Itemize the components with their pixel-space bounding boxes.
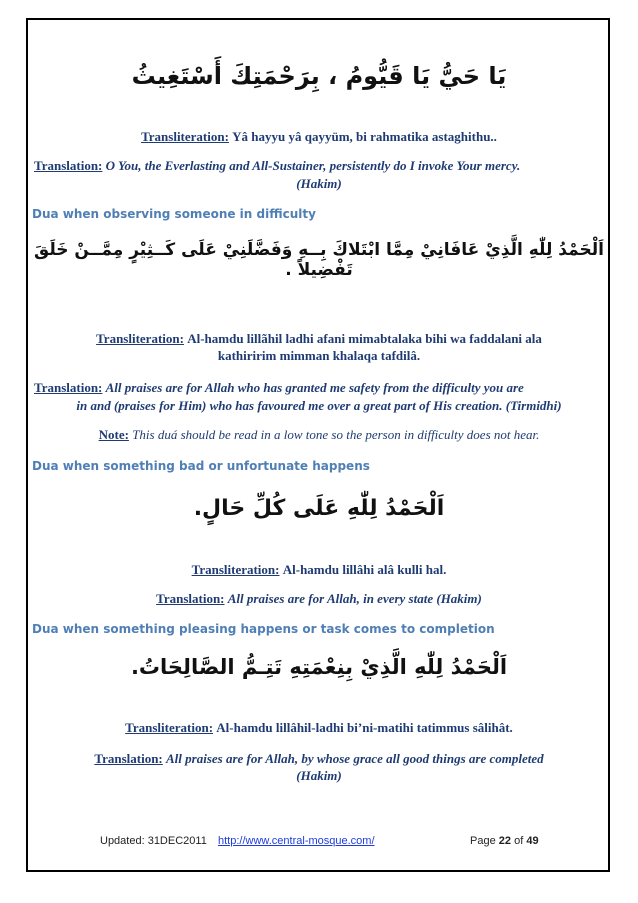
footer-page-of: of [514,835,524,847]
dua2-note: This duá should be read in a low tone so the person in difficulty does not hear. [132,427,540,442]
dua1-transliteration-line [30,128,608,145]
dua2-note-line [30,426,608,443]
dua2-translation-line2-text: in and (praises for Him) who has favoured me over a great part of His creation [76,398,500,413]
dua4-source: (Hakim) [296,768,342,783]
dua2-transliteration-line1 [30,330,608,347]
dua4-transliteration-line [30,719,608,736]
dua2-translation-source: . (Tirmidhi) [499,398,562,413]
dua2-translation-line1 [34,379,608,396]
footer-page-total: 49 [526,835,539,847]
dua4-heading: Dua when something pleasing happens or task comes to completion [32,622,495,636]
dua1-translation-label: Translation: [34,158,103,173]
dua3-arabic: اَلْحَمْدُ لِلّٰهِ عَلَى كُلِّ حَالٍ. [193,496,445,521]
dua1-translation: O You, the Everlasting and All-Sustainer, persistently do I invoke Your mercy. [105,158,521,173]
footer-page-number [470,835,539,847]
dua2-transliteration-line1-text: Al-hamdu lillãhil ladhi afani mimabtalaka bihi wa faddalani ala [187,331,542,346]
dua2-transliteration-line2-text: kathiririm mimman khalaqa tafdilâ. [217,348,421,363]
dua1-source-line [30,175,608,192]
dua2-note-label: Note: [98,427,129,442]
dua3-transliteration-label: Transliteration: [191,562,280,577]
footer-url-link[interactable]: http://www.central-mosque.com/ [218,835,375,847]
dua1-transliteration: Yâ hayyu yâ qayyüm, bi rahmatika astaghithu.. [232,129,497,144]
dua4-translation-label: Translation: [94,751,163,766]
dua3-transliteration: Al-hamdu lillâhi alâ kulli hal. [282,562,447,577]
footer-updated: Updated: 31DEC2011 [100,835,207,847]
dua4-transliteration-label: Transliteration: [125,720,214,735]
dua3-heading: Dua when something bad or unfortunate happens [32,459,370,473]
dua4-source-line [30,767,608,784]
dua2-arabic: اَلْحَمْدُ لِلّٰهِ الَّذِيْ عَافَانِيْ مِمَّا ابْتَلاكَ بِــهِ وَفَضَّلَنِيْ عَلَى كَــثِيْرٍ مِمَّــنْ خَلَقَ تَفْضِيلاً . [34,240,604,280]
dua2-heading: Dua when observing someone in difficulty [32,207,316,221]
dua2-translation-line2 [30,397,608,414]
footer-page-current: 22 [498,835,512,847]
dua2-transliteration-line2 [30,347,608,364]
dua2-transliteration-label: Transliteration: [96,331,184,346]
dua3-translation-line [30,590,608,607]
dua1-arabic: يَا حَيُّ يَا قَيُّومُ ، بِرَحْمَتِكَ أَسْتَغِيثُ [131,62,507,90]
dua3-translation: All praises are for Allah, in every state (Hakim) [227,591,482,606]
dua1-source: (Hakim) [296,176,342,191]
footer-page-prefix: Page [470,835,496,847]
dua4-translation: All praises are for Allah, by whose grace all good things are completed [166,751,544,766]
dua4-translation-line [30,750,608,767]
dua2-translation-line1-text: All praises are for Allah who has granted me safety from the difficulty you are [105,380,524,395]
footer-url-wrap [218,835,375,847]
page-border [26,18,610,872]
dua4-transliteration: Al-hamdu lillâhil-ladhi bi’ni-matihi tatimmus sâlihât. [216,720,513,735]
dua1-translation-line [34,157,608,174]
dua3-transliteration-line [30,561,608,578]
dua2-translation-label: Translation: [34,380,103,395]
dua3-translation-label: Translation: [156,591,225,606]
dua1-transliteration-label: Transliteration: [141,129,229,144]
dua4-arabic: اَلْحَمْدُ لِلّٰهِ الَّذِيْ بِنِعْمَتِهِ تَتِـمُّ الصَّالِحَاتُ. [130,655,508,679]
